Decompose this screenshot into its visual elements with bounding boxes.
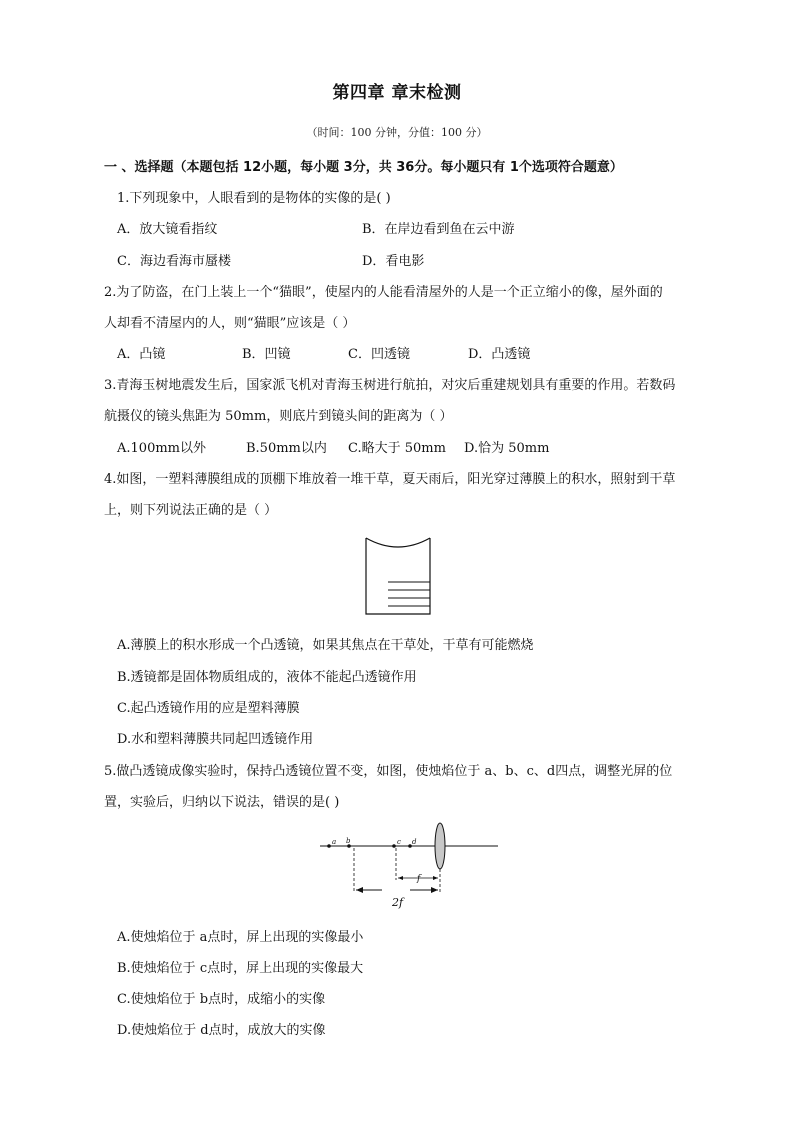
q1-option-c: C．海边看海市蜃楼 [117,254,231,269]
q5-option-d: D.使烛焰位于 d点时，成放大的实像 [117,1023,326,1038]
q4-option-b: B.透镜都是固体物质组成的，液体不能起凸透镜作用 [117,670,417,685]
point-d-label: d [412,838,417,846]
q4-option-d: D.水和塑料薄膜共同起凹透镜作用 [117,732,314,747]
q5-stem-line1: 5.做凸透镜成像实验时，保持凸透镜位置不变，如图，使烛焰位于 a、b、c、d四点，调整光屏的位 [104,764,673,779]
q2-stem-line2: 人却看不清屋内的人，则“猫眼”应该是（ ） [104,316,356,331]
q2-stem-line1: 2.为了防盗，在门上装上一个“猫眼”，使屋内的人能看清屋外的人是一个正立缩小的像，屋外面的 [104,285,663,300]
point-b-label: b [346,837,351,845]
q2-option-b: B．凹镜 [242,347,291,362]
q1-stem: 1.下列现象中，人眼看到的是物体的实像的是( ) [117,191,391,206]
q5-option-c: C.使烛焰位于 b点时，成缩小的实像 [117,992,326,1007]
focal-length-label: f [417,874,421,884]
q4-option-c: C.起凸透镜作用的应是塑料薄膜 [117,701,300,716]
q2-option-a: A．凸镜 [117,347,166,362]
shed-figure [364,534,432,616]
q4-stem-line1: 4.如图，一塑料薄膜组成的顶棚下堆放着一堆干草，夏天雨后，阳光穿过薄膜上的积水，照射到干草 [104,472,676,487]
two-f-label: 2f [392,896,404,909]
q5-stem-line2: 置，实验后，归纳以下说法，错误的是( ) [104,795,340,810]
q3-option-b: B.50mm以内 [246,441,327,456]
q2-option-d: D．凸透镜 [468,347,531,362]
q5-option-a: A.使烛焰位于 a点时，屏上出现的实像最小 [117,930,364,945]
page-title: 第四章 章末检测 [332,83,462,103]
exam-info: （时间：100 分钟，分值：100 分） [306,126,488,139]
section-heading: 一 、选择题（本题包括 12小题，每小题 3分，共 36分。每小题只有 1个选项符合题意） [104,160,623,175]
q4-stem-line2: 上，则下列说法正确的是（ ） [104,503,278,518]
point-c-label: c [397,838,401,846]
q3-stem-line2: 航摄仪的镜头焦距为 50mm，则底片到镜头间的距离为（ ） [104,409,453,424]
q1-option-d: D．看电影 [362,254,425,269]
lens-figure [318,822,500,912]
q2-option-c: C．凹透镜 [348,347,410,362]
point-a-label: a [332,838,337,846]
q3-option-d: D.恰为 50mm [464,441,550,456]
q3-option-c: C.略大于 50mm [348,441,446,456]
q4-option-a: A.薄膜上的积水形成一个凸透镜，如果其焦点在干草处，干草有可能燃烧 [117,638,534,653]
q1-option-b: B．在岸边看到鱼在云中游 [362,222,515,237]
q5-option-b: B.使烛焰位于 c点时，屏上出现的实像最大 [117,961,364,976]
q3-stem-line1: 3.青海玉树地震发生后，国家派飞机对青海玉树进行航拍，对灾后重建规划具有重要的作用。若数码 [104,378,676,393]
q3-option-a: A.100mm以外 [117,441,206,456]
q1-option-a: A．放大镜看指纹 [117,222,218,237]
